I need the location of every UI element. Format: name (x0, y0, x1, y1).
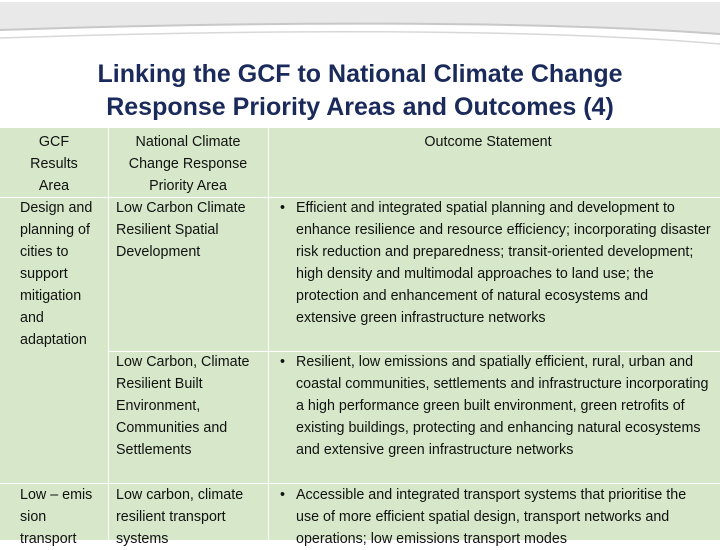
header-outcome-statement: Outcome Statement (424, 134, 552, 150)
bullet-icon: • (280, 200, 286, 216)
slide-title (0, 58, 720, 124)
outcome-text: Resilient, low emissions and spatially efficient, rural, urban and coastal communities, settlements and infrastructure incorporating a high performance green built environment, green retrofits of existing buildings, protecting and enhancing natural ecosystems and extensive green infrastructure networks (296, 354, 709, 458)
header-gcf-results-area: GCF Results Area (30, 134, 78, 194)
priority-area-cell: Low Carbon, Climate Resilient Built Environment, Communities and Settlements (116, 354, 250, 458)
column-divider (268, 128, 269, 540)
outcome-text: Efficient and integrated spatial planning and development to enhance resilience and resource efficiency; incorporating disaster risk reduction and preparedness; transit-oriented development; high density and multimodal approaches to land use; the protection and enhancement of natural ecosystems and extensive green infrastructure networks (296, 200, 711, 326)
bullet-icon: • (280, 354, 286, 370)
gcf-area-cell: Design and planning of cities to support mitigation and adaptation (20, 200, 93, 348)
gcf-area-cell: Low – emis sion transport (20, 487, 93, 547)
slide-title-line-1: Linking the GCF to National Climate Change (97, 60, 623, 88)
header-decoration (0, 0, 720, 60)
priority-area-cell: Low carbon, climate resilient transport systems (116, 487, 244, 547)
bullet-icon: • (280, 487, 286, 503)
header-national-priority-area: National Climate Change Response Priority Area (128, 134, 248, 194)
priority-area-cell: Low Carbon Climate Resilient Spatial Development (116, 200, 246, 260)
outcome-text: Accessible and integrated transport systems that prioritise the use of more efficient spatial design, transport networks and operations; low emissions transport modes (296, 487, 687, 547)
slide-title-line-2: Response Priority Areas and Outcomes (4) (106, 93, 614, 121)
